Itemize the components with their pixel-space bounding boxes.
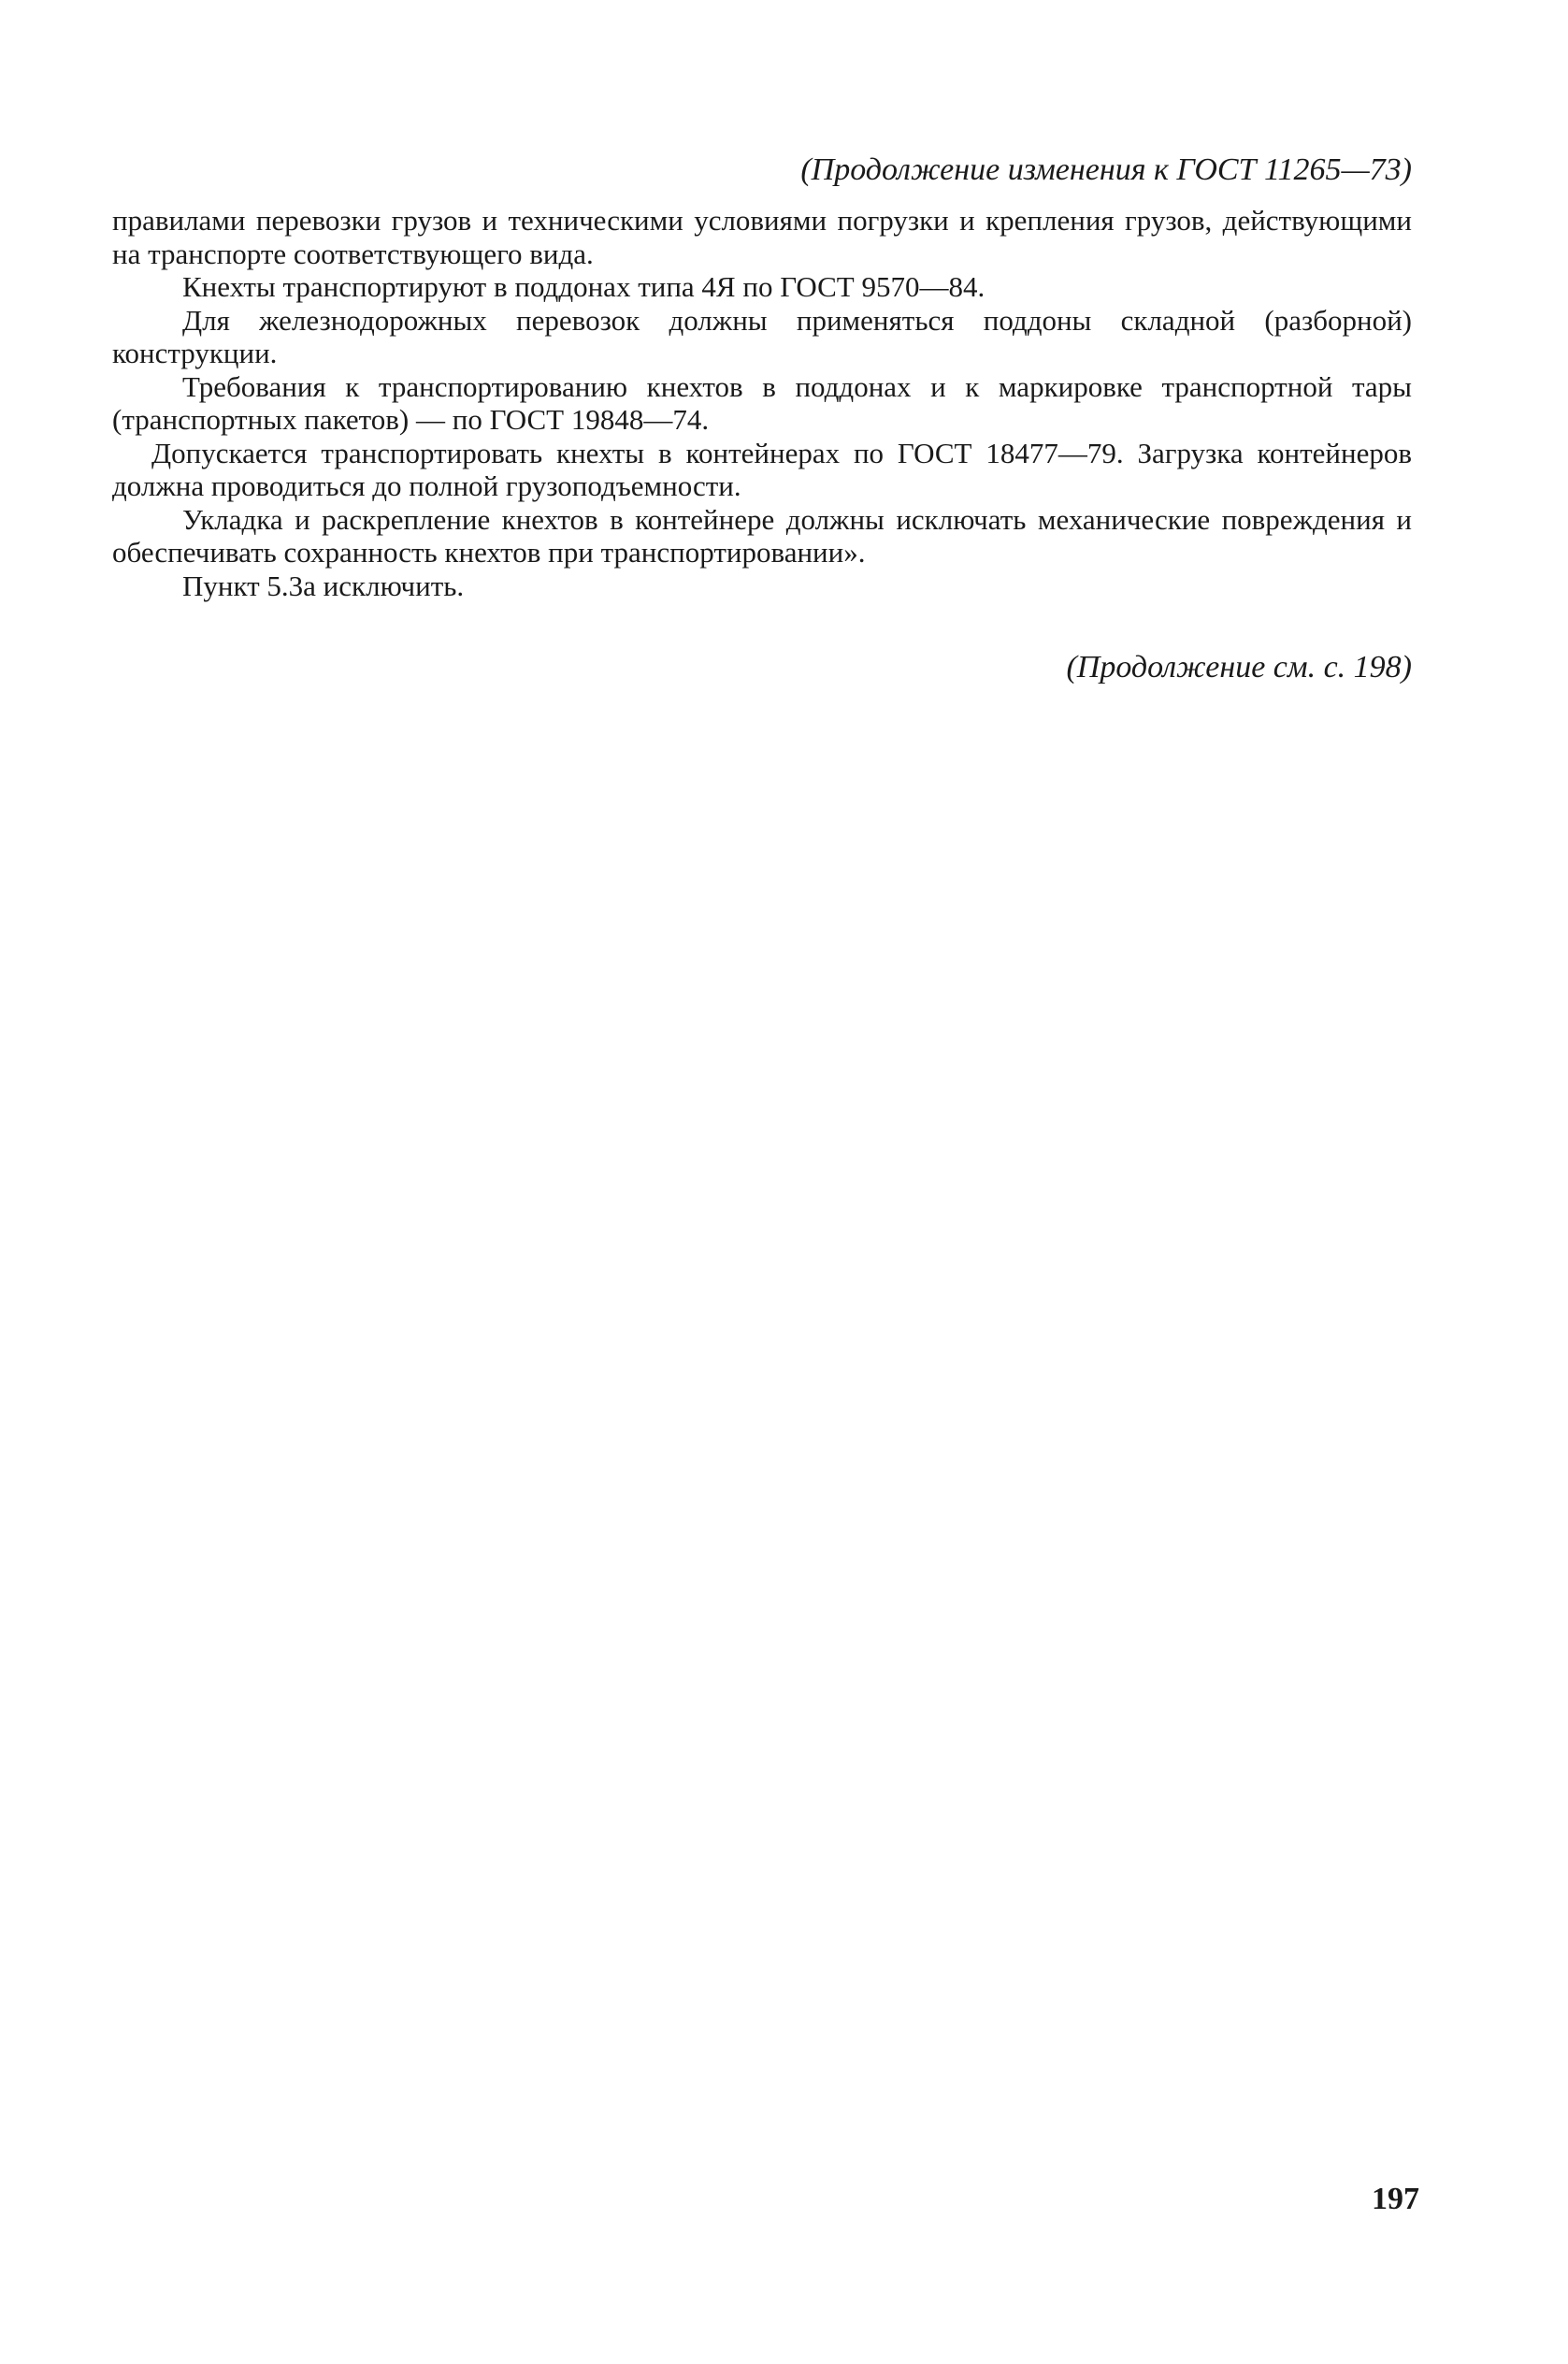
continuation-header: (Продолжение изменения к ГОСТ 11265—73) [800, 152, 1412, 187]
page-number: 197 [1372, 2182, 1419, 2216]
paragraph: правилами перевозки грузов и техническими условиями погрузки и крепления грузов, действующими на транспорте соответствующего вида. [112, 204, 1412, 270]
paragraph: Допускается транспортировать кнехты в контейнерах по ГОСТ 18477—79. Загрузка контейнеров должна проводиться до полной грузоподъемности. [112, 436, 1412, 502]
paragraph: Пункт 5.3а исключить. [182, 569, 465, 602]
paragraph: Для железнодорожных перевозок должны применяться поддоны складной (разборной) конструкции. [112, 303, 1412, 369]
paragraph: Требования к транспортированию кнехтов в поддонах и к маркировке транспортной тары (транспортных пакетов) — по ГОСТ 19848—74. [112, 369, 1412, 436]
continuation-note: (Продолжение см. с. 198) [1066, 650, 1412, 685]
document-body [112, 204, 1412, 602]
paragraph: Укладка и раскрепление кнехтов в контейнере должны исключать механические повреждения и обеспечивать сохранность кнехтов при транспортировании». [112, 502, 1412, 569]
paragraph: Кнехты транспортируют в поддонах типа 4Я по ГОСТ 9570—84. [182, 270, 985, 303]
